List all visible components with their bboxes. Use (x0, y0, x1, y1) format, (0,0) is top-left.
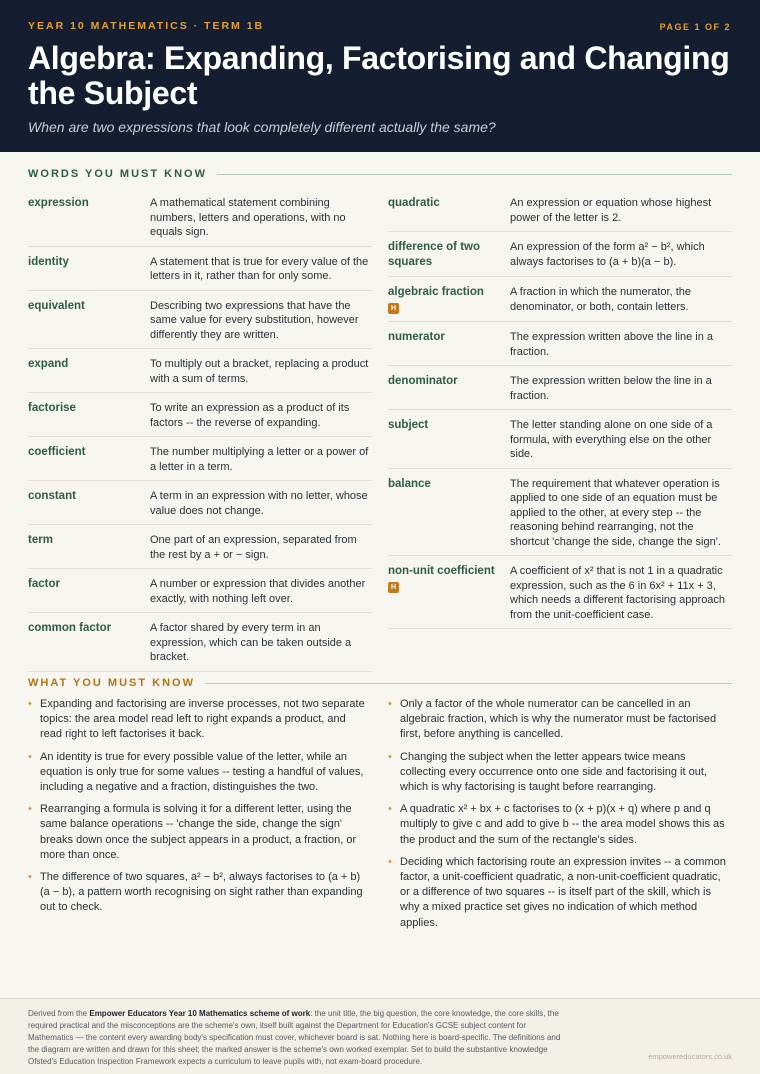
knowledge-point-text: Expanding and factorising are inverse processes, not two separate topics: the area model read left to right expands a product, and read right to left factorises it back. (40, 698, 365, 741)
glossary-term-text: identity (28, 255, 69, 268)
course-eyebrow: YEAR 10 MATHEMATICS · TERM 1B (28, 20, 265, 32)
glossary-term-text: quadratic (388, 197, 440, 209)
glossary-term-text: expression (28, 197, 89, 209)
glossary-term-text: denominator (388, 375, 458, 387)
glossary-term (28, 299, 150, 343)
glossary-row (388, 469, 732, 557)
glossary-term-text: balance (388, 477, 431, 490)
glossary-row (388, 322, 732, 366)
bullet-icon: • (28, 750, 32, 763)
glossary-term (388, 196, 510, 225)
glossary-row (28, 291, 372, 350)
glossary-term-text: algebraic fraction (388, 286, 484, 298)
glossary-term-text: numerator (388, 331, 445, 343)
glossary-term (28, 255, 150, 284)
glossary-definition: Describing two expressions that have the same value for every substitution, however differently they are written. (150, 299, 359, 341)
page-header (0, 0, 760, 152)
source-body: : the unit title, the big question, the core knowledge, the core skills, the required practical and the misconceptions are the scheme's own, itself built against the Department for Education's GCSE subject content for Mathematics — the content every awarding body's specification must cover, whichever board is sat. Nothing here is board-specific. The definitions and the diagram are written and drawn for this sheet; the marked answer is the scheme's own worked exemplar. Set to build the substantive knowledge Ofsted's Education Inspection Framework expects a curriculum to leave pupils with, not exam-board procedure. (28, 1009, 561, 1066)
glossary-definition: The requirement that whatever operation is applied to one side of an equation must be applied to the other, at every step -- the reasoning behind rearranging, not the shortcut 'change the side, change the sign'. (510, 477, 721, 548)
knowledge-point (388, 750, 728, 796)
glossary-term-text: factor (28, 578, 60, 590)
glossary-row (28, 188, 372, 247)
knowledge-point (388, 855, 728, 931)
glossary-row (388, 232, 732, 277)
knowledge-right-column (388, 697, 728, 938)
glossary-definition: An expression or equation whose highest power of the letter is 2. (510, 197, 712, 224)
source-prefix: Derived from the (28, 1009, 90, 1018)
glossary-definition: The expression written below the line in a fraction. (510, 375, 712, 402)
words-heading-text: WORDS YOU MUST KNOW (28, 168, 207, 180)
glossary-row (388, 277, 732, 322)
source-name: Empower Educators Year 10 Mathematics scheme of work (89, 1009, 311, 1018)
bullet-icon: • (388, 855, 392, 868)
glossary-definition: A number or expression that divides another exactly, with nothing left over. (150, 578, 366, 605)
glossary-term (28, 401, 150, 430)
knowledge-point-text: An identity is true for every possible value of the letter, while an equation is only true for some values -- testing a handful of values, including a negative and a fraction, distinguishes the two. (40, 750, 364, 794)
glossary-term-text: non-unit coefficient (388, 565, 495, 577)
glossary-term-text: equivalent (28, 299, 85, 312)
glossary-definition: A factor shared by every term in an expression, which can be taken outside a bracket. (150, 622, 352, 663)
bullet-icon: • (388, 750, 392, 763)
big-question: When are two expressions that look completely different actually the same? (28, 119, 496, 135)
knowledge-point-text: The difference of two squares, a² − b², always factorises to (a + b)(a − b), a pattern worth recognising on sight rather than expanding out to check. (40, 871, 363, 914)
knowledge-left-column (28, 697, 368, 923)
glossary-term-text: expand (28, 358, 69, 370)
glossary-term (28, 196, 150, 240)
knowledge-point-text: Deciding which factorising route an expression invites -- a common factor, a unit-coefficient quadratic, a non-unit-coefficient quadratic, or a difference of two squares -- is itself part of the skill, which is why a mixed practice set gives no indication of which method applies. (400, 855, 726, 929)
higher-tier-badge: H (388, 303, 399, 314)
glossary-definition: One part of an expression, separated from the rest by a + or − sign. (150, 534, 357, 561)
glossary-term-text: difference of two squares (388, 241, 481, 268)
glossary-term (28, 577, 150, 606)
page-footer (0, 998, 760, 1074)
glossary-row (28, 481, 372, 525)
glossary-row (388, 188, 732, 232)
glossary-definition: A fraction in which the numerator, the denominator, or both, contain letters. (510, 286, 691, 313)
glossary-definition: A mathematical statement combining numbers, letters and operations, with no equals sign. (150, 197, 346, 238)
glossary-definition: The number multiplying a letter or a power of a letter in a term. (150, 446, 369, 473)
glossary-term-text: common factor (28, 622, 112, 634)
glossary-definition: The letter standing alone on one side of a formula, with everything else on the other side. (510, 419, 713, 460)
glossary-definition: A term in an expression with no letter, whose value does not change. (150, 490, 368, 517)
glossary-row (388, 410, 732, 469)
glossary-definition: A coefficient of x² that is not 1 in a quadratic expression, such as the 6 in 6x² + 11x + 3, which needs a different factorising approach from the unit-coefficient case. (510, 565, 726, 621)
glossary-term (28, 489, 150, 518)
glossary-term (28, 357, 150, 386)
glossary-definition: The expression written above the line in a fraction. (510, 331, 714, 358)
bullet-icon: • (388, 698, 392, 710)
glossary-term (28, 621, 150, 665)
knowledge-point (28, 802, 368, 863)
glossary-row (28, 569, 372, 613)
knowledge-point (28, 750, 368, 796)
page-number: PAGE 1 OF 2 (659, 22, 731, 32)
glossary-term (388, 285, 510, 315)
bullet-icon: • (28, 803, 32, 816)
glossary-row (28, 613, 372, 672)
glossary-row (28, 437, 372, 481)
glossary-row (28, 247, 372, 291)
knowledge-point (388, 697, 728, 743)
glossary-term (388, 564, 510, 622)
glossary-term-text: constant (28, 490, 76, 502)
bullet-icon: • (28, 698, 32, 710)
words-heading-rule (217, 174, 732, 175)
glossary-term-text: subject (388, 419, 429, 431)
know-heading-rule (205, 683, 732, 684)
glossary-row (388, 366, 732, 410)
glossary-row (388, 556, 732, 629)
page-title: Algebra: Expanding, Factorising and Changing the Subject (28, 40, 730, 111)
bullet-icon: • (388, 803, 392, 816)
glossary-term-text: term (28, 534, 53, 546)
glossary-row (28, 393, 372, 437)
source-note (28, 1008, 573, 1068)
knowledge-point (28, 697, 368, 743)
glossary-right-column (388, 188, 732, 629)
words-section-heading (28, 168, 732, 180)
bullet-icon: • (28, 871, 32, 884)
glossary-definition: A statement that is true for every value of the letters in it, rather than for only some. (150, 255, 369, 282)
glossary-definition: To multiply out a bracket, replacing a product with a sum of terms. (150, 358, 369, 385)
glossary-row (28, 349, 372, 393)
glossary-definition: To write an expression as a product of its factors -- the reverse of expanding. (150, 402, 350, 429)
glossary-term-text: factorise (28, 402, 76, 414)
knowledge-point-text: Changing the subject when the letter appears twice means collecting every occurrence onto one side and factorising it out, which is why factorising is taught before rearranging. (400, 750, 707, 794)
knowledge-point-text: A quadratic x² + bx + c factorises to (x + p)(x + q) where p and q multiply to give c and add to give b -- the area model shows this as the product and the sum of the rectangle's sides. (400, 803, 725, 846)
glossary-term (28, 533, 150, 562)
glossary-row (28, 525, 372, 569)
knowledge-point-text: Only a factor of the whole numerator can be cancelled in an algebraic fraction, which is why the numerator must be factorised first, before anything is cancelled. (400, 698, 717, 741)
glossary-term (388, 477, 510, 550)
knowledge-point (388, 802, 728, 848)
site-url: empowereducators.co.uk (648, 1052, 732, 1061)
glossary-definition: An expression of the form a² − b², which always factorises to (a + b)(a − b). (510, 241, 705, 268)
knowledge-point-text: Rearranging a formula is solving it for a different letter, using the same balance operations -- 'change the side, change the sign' breaks down once the subject appears in a product, a fraction, or more than once. (40, 803, 357, 861)
knowledge-point (28, 870, 368, 916)
glossary-term (388, 330, 510, 359)
glossary-term (388, 240, 510, 270)
glossary-term (388, 374, 510, 403)
glossary-term-text: coefficient (28, 446, 86, 458)
glossary-left-column (28, 188, 372, 672)
know-heading-text: WHAT YOU MUST KNOW (28, 677, 195, 689)
glossary-term (388, 418, 510, 462)
glossary-term (28, 445, 150, 474)
higher-tier-badge: H (388, 582, 399, 593)
know-section-heading (28, 677, 732, 689)
